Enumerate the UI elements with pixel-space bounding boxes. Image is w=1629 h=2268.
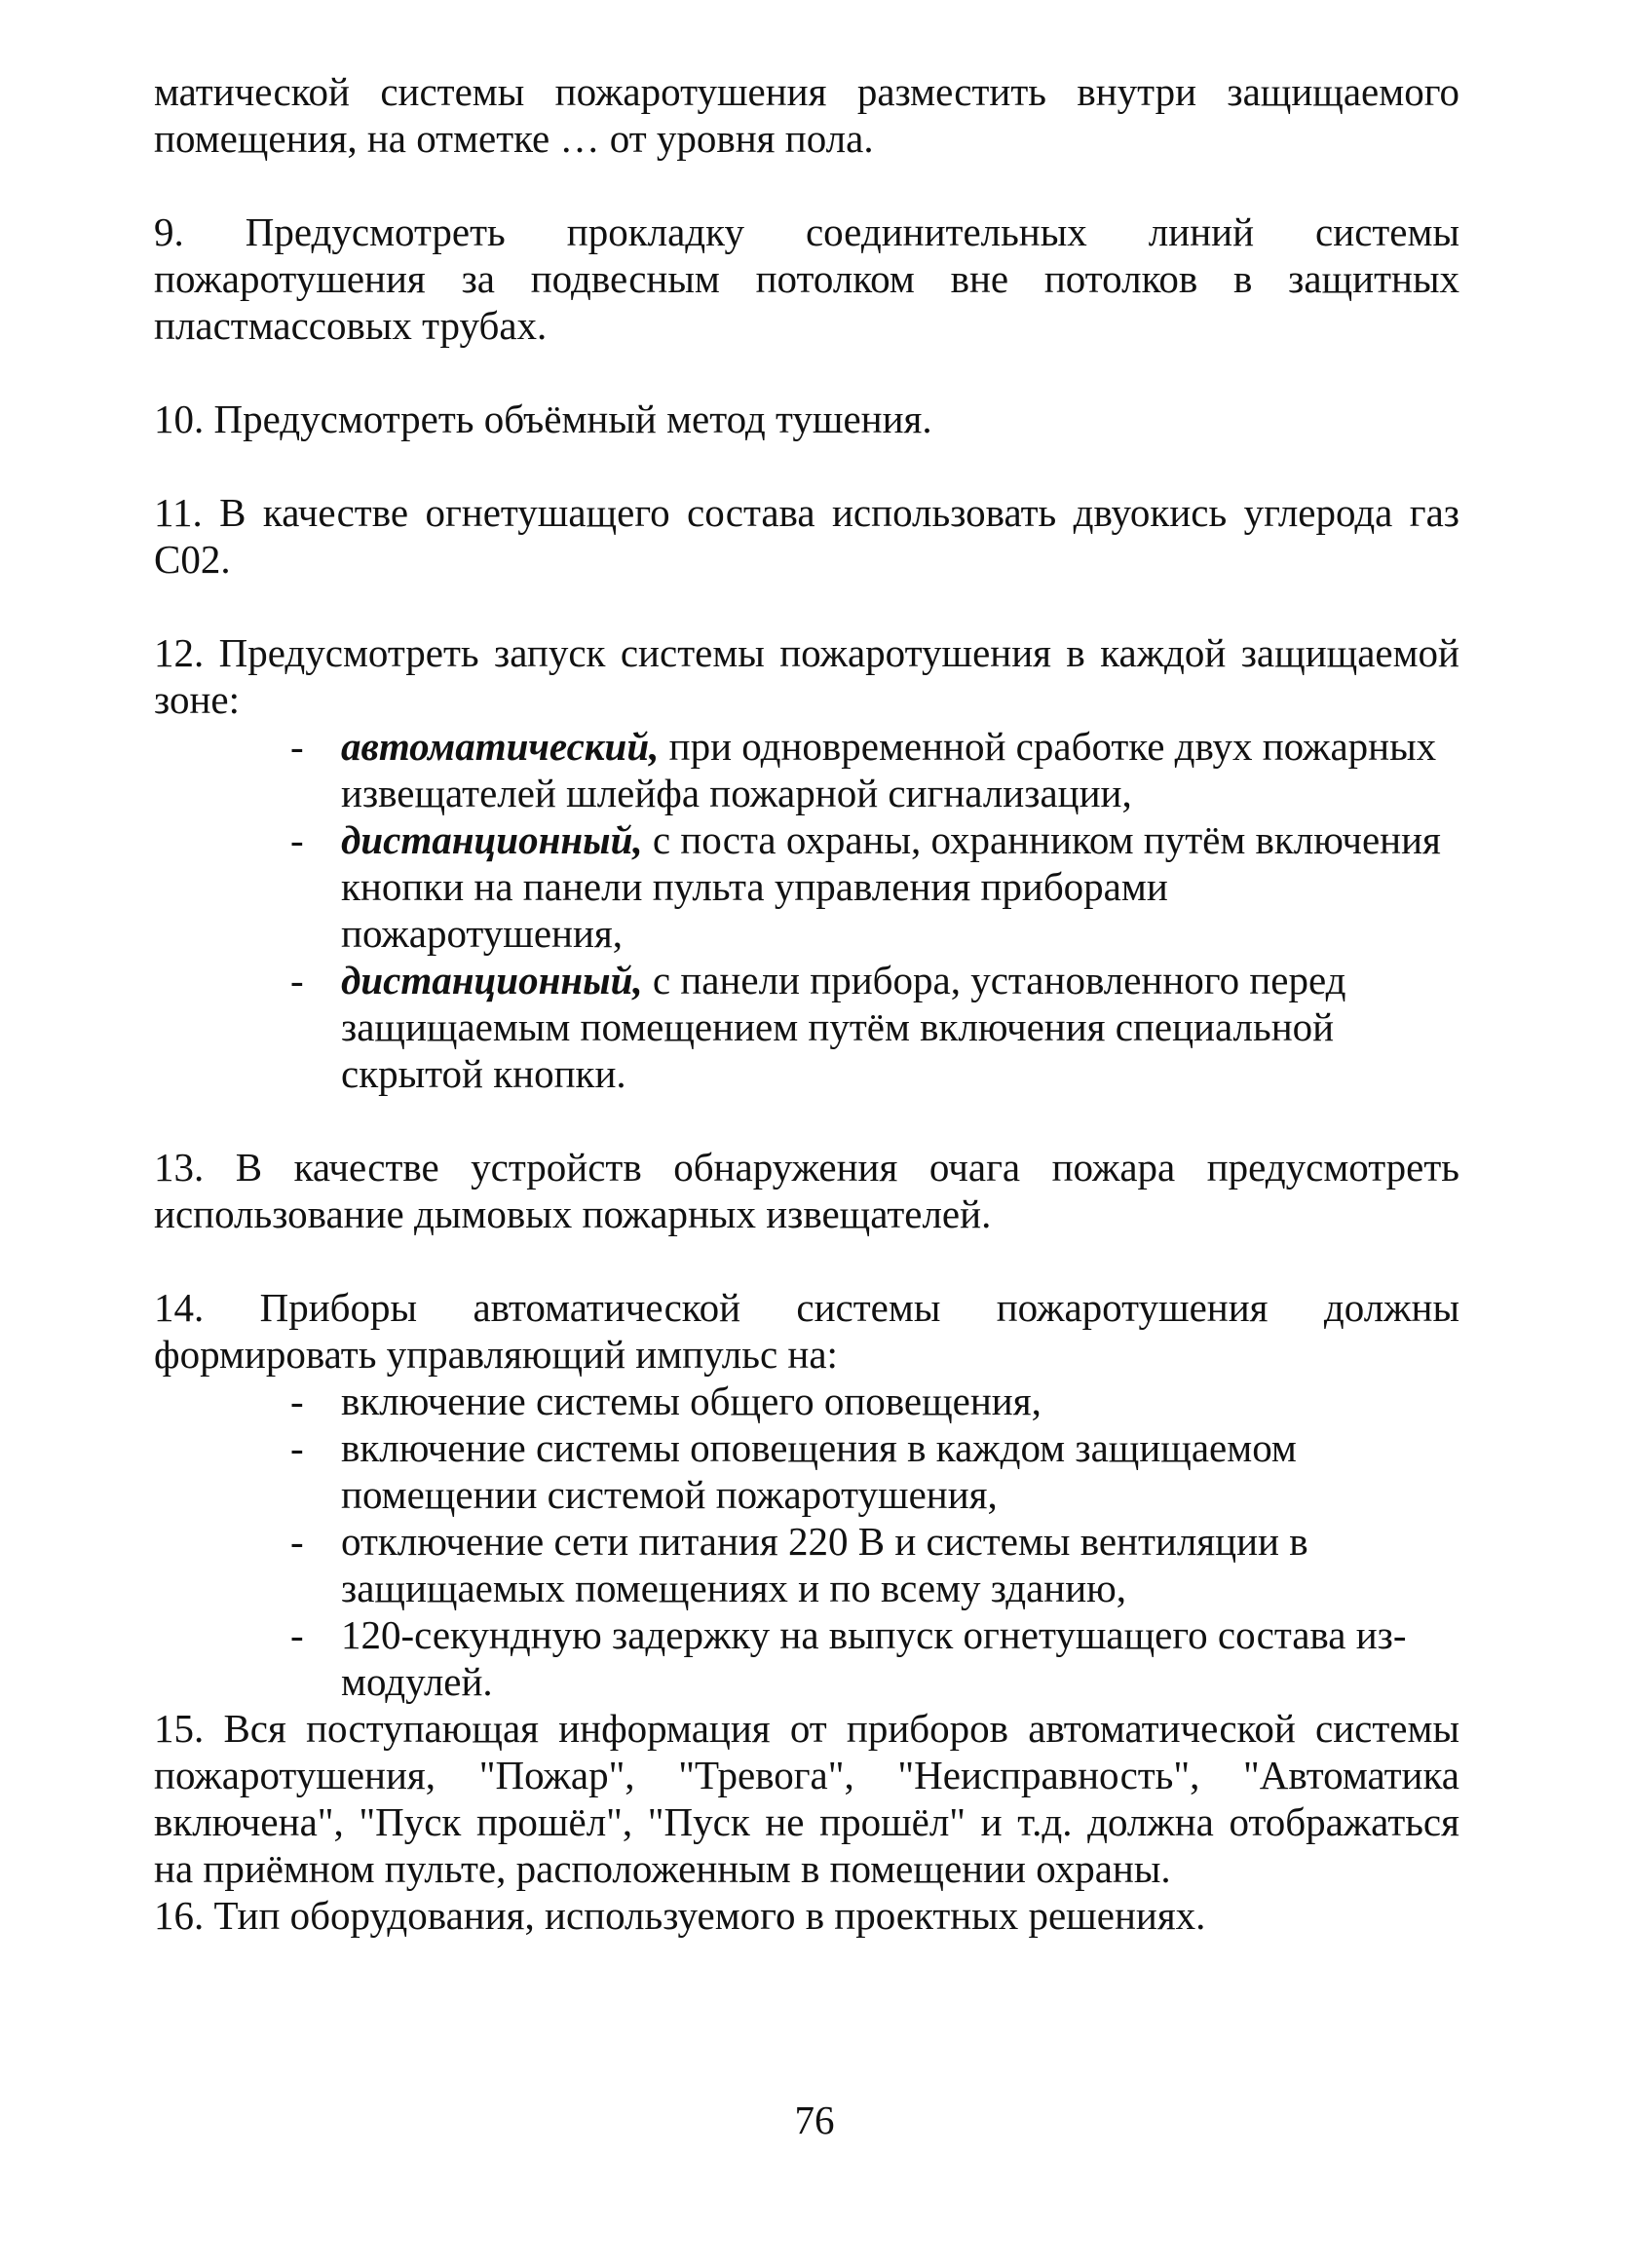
section-item-12 bbox=[154, 629, 1459, 1097]
list-item bbox=[290, 723, 1459, 816]
item-14-list bbox=[154, 1378, 1459, 1705]
paragraph-item-13: 13. В качестве устройств обнаружения очага пожара предусмотреть использование дымовых пожарных извещателей. bbox=[154, 1145, 1459, 1236]
list-item-text: отключение сети питания 220 В и системы вентиляции в защищаемых помещениях и по всему зданию, bbox=[341, 1519, 1308, 1610]
list-item-text: с поста охраны, охранником путём включения кнопки на панели пульта управления приборами пожаротушения, bbox=[341, 817, 1441, 956]
list-item bbox=[290, 1611, 1459, 1705]
paragraph-item-14: 14. Приборы автоматической системы пожаротушения должны формировать управляющий импульс на: bbox=[154, 1285, 1459, 1377]
list-item-text: 120-секундную задержку на выпуск огнетушащего состава из-модулей. bbox=[341, 1612, 1407, 1704]
paragraph-item-15: 15. Вся поступающая информация от приборов автоматической системы пожаротушения, "Пожар", "Тревога", "Неисправность", "Автоматика включена", "Пуск прошёл", "Пуск не прошёл" и т.д. должна отображаться на приёмном пульте, расположенным в помещении охраны. bbox=[154, 1706, 1459, 1891]
launch-mode-term: автоматический, bbox=[341, 724, 660, 769]
launch-mode-term: дистанционный, bbox=[341, 958, 643, 1002]
list-item bbox=[290, 816, 1459, 957]
list-item-text: с панели прибора, установленного перед защищаемым помещением путём включения специальной скрытой кнопки. bbox=[341, 958, 1346, 1096]
dash-marker: - bbox=[290, 817, 304, 862]
dash-marker: - bbox=[290, 1379, 304, 1423]
dash-marker: - bbox=[290, 1425, 304, 1470]
paragraph-item-10: 10. Предусмотреть объёмный метод тушения. bbox=[154, 397, 932, 441]
paragraph-intro: матической системы пожаротушения разместить внутри защищаемого помещения, на отметке … от уровня пола. bbox=[154, 69, 1459, 161]
page-number: 76 bbox=[794, 2098, 835, 2142]
list-item bbox=[290, 1378, 1459, 1424]
item-12-list bbox=[154, 723, 1459, 1097]
launch-mode-term: дистанционный, bbox=[341, 817, 643, 862]
paragraph-item-12: 12. Предусмотреть запуск системы пожаротушения в каждой защищаемой зоне: bbox=[154, 630, 1459, 722]
paragraph-item-9: 9. Предусмотреть прокладку соединительных линий системы пожаротушения за подвесным потолком вне потолков в защитных пластмассовых трубах. bbox=[154, 209, 1459, 348]
list-item-text: включение системы оповещения в каждом защищаемом помещении системой пожаротушения, bbox=[341, 1425, 1297, 1517]
dash-marker: - bbox=[290, 1519, 304, 1564]
list-item bbox=[290, 1424, 1459, 1518]
paragraph-item-16: 16. Тип оборудования, используемого в проектных решениях. bbox=[154, 1893, 1206, 1938]
dash-marker: - bbox=[290, 724, 304, 769]
dash-marker: - bbox=[290, 958, 304, 1002]
document-page bbox=[154, 68, 1459, 1939]
list-item bbox=[290, 1518, 1459, 1611]
list-item-text: включение системы общего оповещения, bbox=[341, 1379, 1042, 1423]
dash-marker: - bbox=[290, 1612, 304, 1657]
section-item-14 bbox=[154, 1284, 1459, 1705]
list-item bbox=[290, 957, 1459, 1097]
paragraph-item-11: 11. В качестве огнетушащего состава использовать двуокись углерода газ С02. bbox=[154, 490, 1459, 582]
list-item-text: при одновременной сработке двух пожарных извещателей шлейфа пожарной сигнализации, bbox=[341, 724, 1437, 815]
